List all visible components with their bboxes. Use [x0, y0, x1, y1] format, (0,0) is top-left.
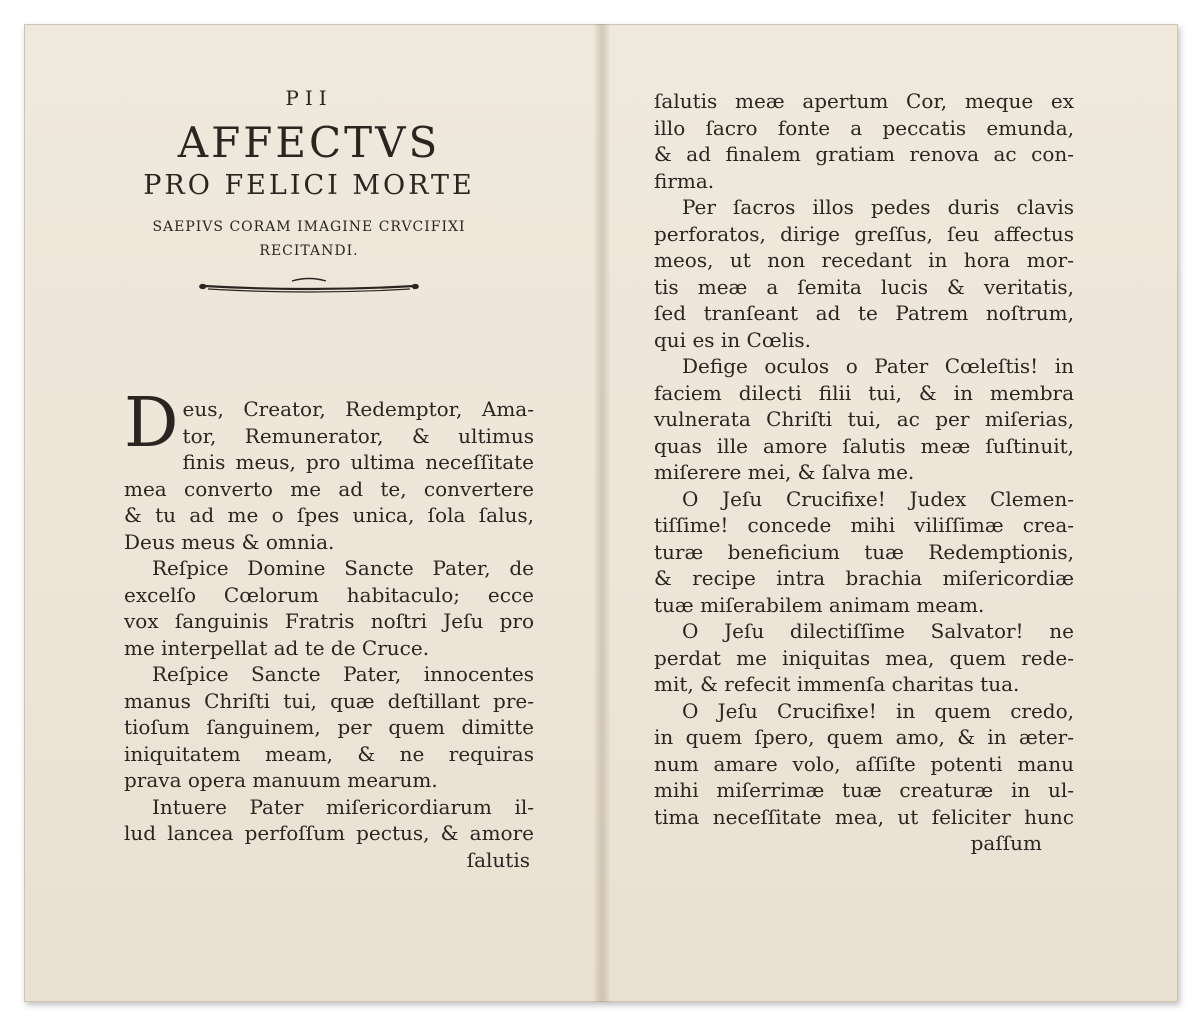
text-line: tor, Remunerator, & ultimus: [182, 423, 534, 448]
text-line: Reſpice Domine Sancte Pater, de: [152, 556, 534, 580]
paragraph-6: [654, 698, 1074, 831]
paragraph-1: [124, 384, 534, 555]
text-line: & recipe intra brachia miſericordiæ: [654, 566, 1074, 590]
subtitle-line-1: SAEPIVS CORAM IMAGINE CRVCIFIXI: [152, 219, 466, 235]
paragraph-2: [124, 555, 534, 661]
text-line: me interpellat ad te de Cruce.: [124, 635, 430, 660]
text-line: tima neceſſitate mea, ut feliciter hunc: [654, 804, 1074, 829]
left-page: [24, 24, 594, 1002]
text-line: tis meæ a ſemita lucis & veritatis,: [654, 274, 1074, 299]
text-line: Intuere Pater miſericordiarum il-: [152, 794, 534, 819]
catchword: ſalutis: [466, 847, 530, 872]
text-line: mit, & refecit immenſa charitas tua.: [654, 672, 1020, 696]
book-gutter: [594, 24, 610, 1002]
subtitle-line-2: RECITANDI.: [259, 243, 359, 259]
text-line: tiſſime! concede mihi viliſſimæ crea-: [654, 513, 1074, 537]
text-line: Defige oculos o Pater Cœleſtis! in: [682, 354, 1074, 378]
catchword: paſſum: [970, 831, 1042, 855]
paragraph-3: [654, 353, 1074, 486]
title-block: [24, 86, 594, 297]
text-line: finis meus, pro ultima neceſſitate: [182, 450, 534, 474]
text-line: eus, Creator, Redemptor, Ama-: [182, 397, 534, 421]
text-line: miſerere mei, & ſalva me.: [654, 460, 915, 484]
paragraph-1: [654, 88, 1074, 194]
text-line: Deus meus & omnia.: [124, 529, 335, 554]
title-pro-felici-morte: PRO FELICI MORTE: [143, 170, 475, 201]
paragraph-4: [124, 794, 534, 847]
text-line: O Jeſu Crucifixe! Judex Clemen-: [682, 486, 1074, 511]
text-line: & ad finalem gratiam renova ac con-: [654, 142, 1074, 166]
text-line: lud lancea perfoſſum pectus, & amore: [124, 821, 534, 845]
text-line: excelſo Cœlorum habitaculo; ecce: [124, 582, 534, 607]
text-line: prava opera manuum mearum.: [124, 768, 438, 792]
left-body-text: [124, 384, 534, 873]
text-line: ſalutis meæ apertum Cor, meque ex: [654, 89, 1074, 113]
text-line: O Jeſu Crucifixe! in quem credo,: [682, 698, 1074, 723]
text-line: perdat me iniquitas mea, quem rede-: [654, 645, 1074, 670]
title-pii: PII: [285, 86, 333, 110]
text-line: O Jeſu dilectiſſime Salvator! ne: [682, 619, 1074, 643]
text-line: vulnerata Chriſti tui, ac per miſerias,: [654, 407, 1074, 431]
text-line: meos, ut non recedant in hora mor-: [654, 248, 1074, 272]
text-line: ſed tranſeant ad te Patrem noſtrum,: [654, 301, 1074, 325]
text-line: num amare volo, aſſiſte potenti manu: [654, 751, 1074, 776]
paragraph-3: [124, 661, 534, 794]
text-line: tuæ miſerabilem animam meam.: [654, 592, 985, 617]
right-body-text: [654, 88, 1074, 857]
text-line: turæ beneficium tuæ Redemptionis,: [654, 539, 1074, 564]
paragraph-5: [654, 618, 1074, 698]
text-line: quas ille amore ſalutis meæ ſuſtinuit,: [654, 433, 1074, 458]
right-page: [610, 24, 1178, 1002]
text-line: in quem ſpero, quem amo, & in æter-: [654, 725, 1074, 749]
text-line: qui es in Cœlis.: [654, 327, 812, 352]
text-line: vox ſanguinis Fratris noſtri Jeſu pro: [124, 609, 534, 633]
book-spread: [24, 24, 1178, 1002]
text-line: firma.: [654, 168, 715, 193]
title-affectus: AFFECTVS: [177, 118, 441, 167]
paragraph-4: [654, 486, 1074, 619]
text-line: tioſum ſanguinem, per quem dimitte: [124, 715, 534, 739]
text-line: manus Chriſti tui, quæ deſtillant pre-: [124, 688, 534, 713]
text-line: faciem dilecti filii tui, & in membra: [654, 380, 1074, 405]
text-line: Reſpice Sancte Pater, innocentes: [152, 662, 534, 686]
text-line: & tu ad me o ſpes unica, ſola ſalus,: [124, 503, 534, 527]
text-line: illo ſacro fonte a peccatis emunda,: [654, 115, 1074, 140]
text-line: iniquitatem meam, & ne requiras: [124, 741, 534, 766]
text-line: perforatos, dirige greſſus, ſeu affectus: [654, 221, 1074, 246]
drop-cap: D: [124, 384, 179, 463]
text-line: Per ſacros illos pedes duris clavis: [682, 195, 1074, 219]
paragraph-2: [654, 194, 1074, 353]
text-line: mea converto me ad te, convertere: [124, 476, 534, 501]
text-line: mihi miſerrimæ tuæ creaturæ in ul-: [654, 778, 1074, 802]
ornament-rule-icon: [194, 277, 424, 297]
